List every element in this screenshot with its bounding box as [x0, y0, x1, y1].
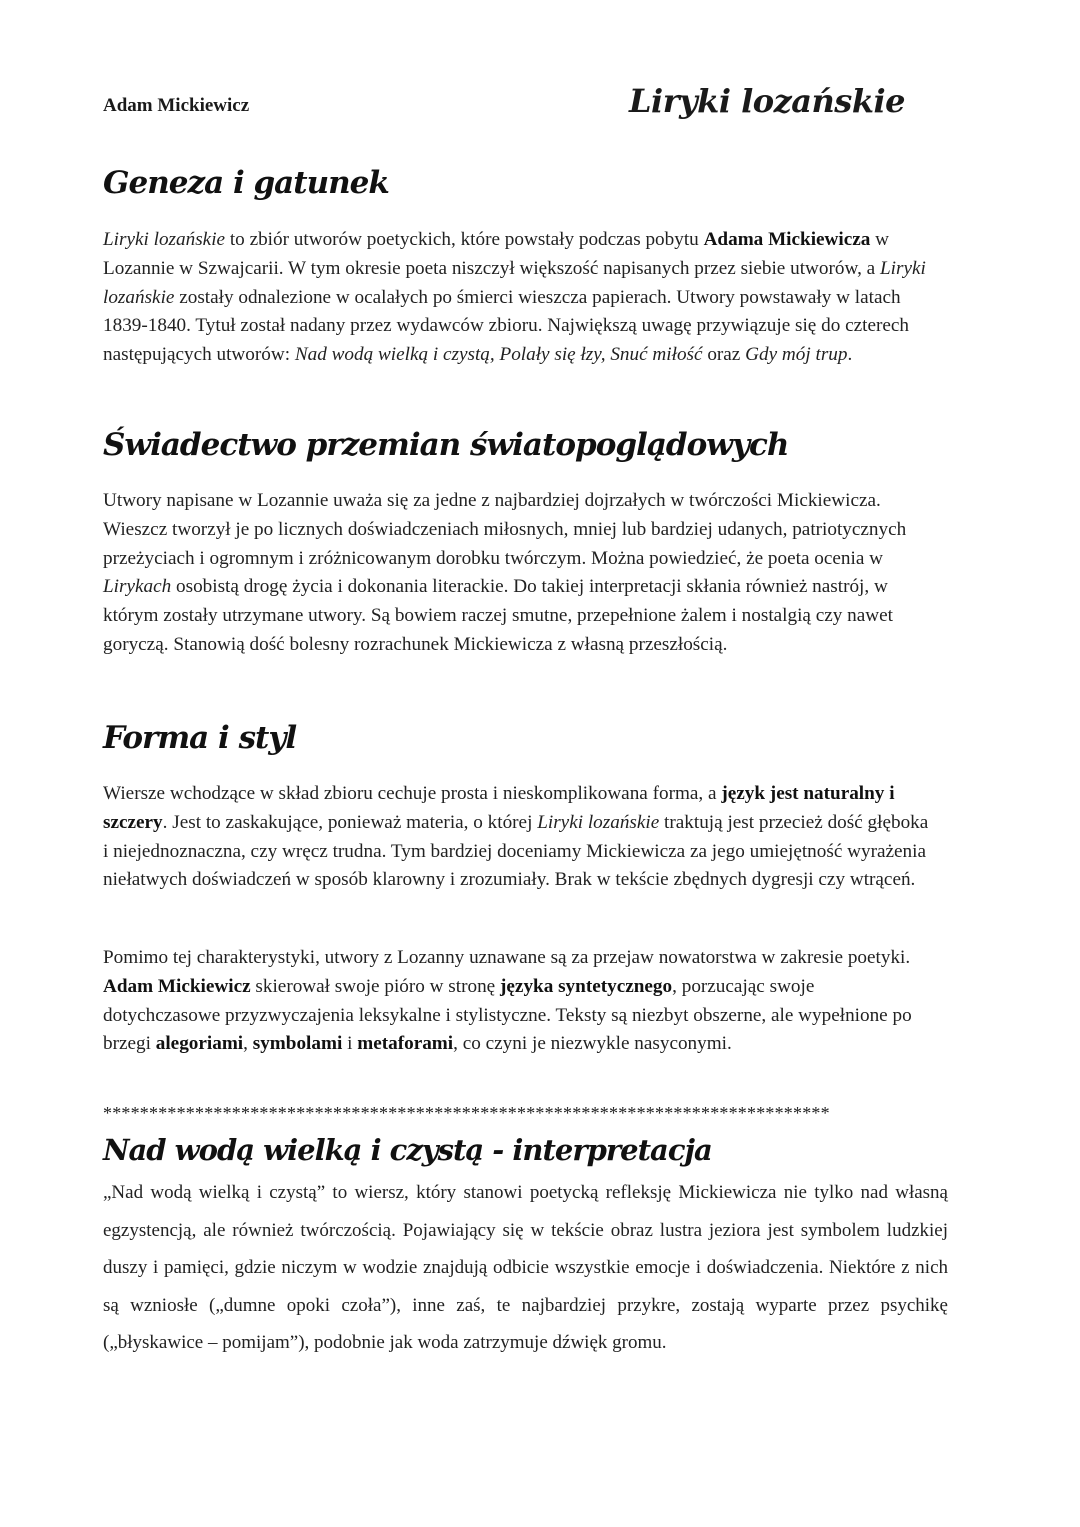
text: Wiersze wchodzące w skład zbioru cechuje prosta i nieskomplikowana forma, a — [103, 783, 722, 804]
paragraph-forma-1 — [103, 780, 933, 895]
text: i — [342, 1033, 358, 1055]
text-italic: Gdy mój trup — [745, 344, 848, 366]
paragraph-forma-2 — [103, 944, 933, 1059]
text-italic: Liryki lozańskie — [103, 257, 926, 308]
text: skierował swoje pióro w stronę — [250, 975, 501, 997]
text-bold: metaforami — [357, 1033, 454, 1055]
heading-swiadectwo: Świadectwo przemian światopoglądowych — [103, 427, 789, 463]
text: Utwory napisane w Lozannie uważa się za jedne z najbardziej dojrzałych w twórczości Mickiewicza. Wieszcz tworzył je po licznych doświadczeniach miłosnych, mniej lub bardziej udanych, patriotycznych przeżyciach i ogromnym i zróżnicowanym dorobku twórczym. Można powiedzieć, że poeta ocenia w — [103, 490, 907, 569]
heading-forma: Forma i styl — [103, 720, 297, 756]
text-bold: alegoriami — [155, 1033, 244, 1055]
text: w Lozannie w Szwajcarii. W tym okresie poeta niszczył większość napisanych przez siebie utworów, a — [103, 229, 890, 279]
text: osobistą drogę życia i dokonania literackie. Do takiej interpretacji skłania również nastrój, w którym zostały utrzymane utwory. Są bowiem raczej smutne, przepełnione żalem i nostalgią czy nawet goryczą. Stanowią dość bolesny rozrachunek Mickiewicza z własną przeszłością. — [103, 576, 893, 655]
text-bold: język jest naturalny i szczery — [103, 783, 895, 833]
text: zostały odnalezione w ocalałych po śmierci wieszcza papierach. Utwory powstawały w latach 1839-1840. Tytuł został nadany przez wydawców zbioru. Największą uwagę przywiązuje się do czterech następujących utworów: — [103, 286, 910, 366]
separator-stars: ******************************************************************************* — [103, 1103, 830, 1123]
text: , porzucając swoje dotychczasowe przyzwyczajenia leksykalne i stylistyczne. Teksty są niezbyt obszerne, ale wypełnione po brzegi — [103, 975, 912, 1055]
paragraph-interpretacja: „Nad wodą wielką i czystą” to wiersz, który stanowi poetycką refleksję Mickiewicza nie tylko nad własną egzystencją, ale również twórczością. Pojawiający się w tekście obraz lustra jeziora jest symbolem ludzkiej duszy i pamięci, gdzie niczym w wodzie znajdują odbicie wszystkie emocje i doświadczenia. Niektóre z nich są wzniosłe („dumne opoki czoła”), inne zaś, te najbardziej przykre, zostają wyparte przez psychikę („błyskawice – pomijam”), podobnie jak woda zatrzymuje dźwięk gromu. — [103, 1182, 948, 1353]
text: , co czyni je niezwykle nasyconymi. — [453, 1033, 732, 1055]
text: , — [243, 1033, 253, 1055]
text-bold: Adama Mickiewicza — [703, 229, 871, 250]
text: to zbiór utworów poetyckich, które powstały podczas pobytu — [225, 229, 704, 250]
text-italic: Nad wodą wielką i czystą, Polały się łzy, Snuć miłość — [294, 344, 703, 366]
text-italic: Liryki lozańskie — [537, 811, 660, 833]
text: oraz — [702, 344, 746, 366]
heading-interpretacja: Nad wodą wielką i czystą - interpretacja — [103, 1133, 712, 1167]
paragraph-geneza — [103, 226, 933, 370]
text-italic: Liryki lozańskie — [103, 229, 226, 250]
author-name: Adam Mickiewicz — [103, 95, 250, 116]
text: traktują jest przecież dość głęboka i niejednoznaczna, czy wręcz trudna. Tym bardziej doceniamy Mickiewicza za jego umiejętność wyrażenia niełatwych doświadczeń w sposób klarowny i zrozumiały. Brak w tekście zbędnych dygresji czy wtrąceń. — [103, 811, 929, 891]
text: . — [847, 344, 853, 366]
document-title: Liryki lozańskie — [629, 82, 905, 120]
text: Pomimo tej charakterystyki, utwory z Lozanny uznawane są za przejaw nowatorstwa w zakresie poetyki. — [103, 947, 911, 968]
text-italic: Lirykach — [103, 576, 172, 598]
heading-geneza: Geneza i gatunek — [103, 165, 389, 201]
text-bold: Adam Mickiewicz — [103, 975, 251, 997]
text-bold: symbolami — [252, 1033, 343, 1055]
paragraph-swiadectwo — [103, 487, 933, 660]
text-bold: języka syntetycznego — [500, 975, 673, 997]
text: . Jest to zaskakujące, ponieważ materia, o której — [162, 811, 538, 833]
